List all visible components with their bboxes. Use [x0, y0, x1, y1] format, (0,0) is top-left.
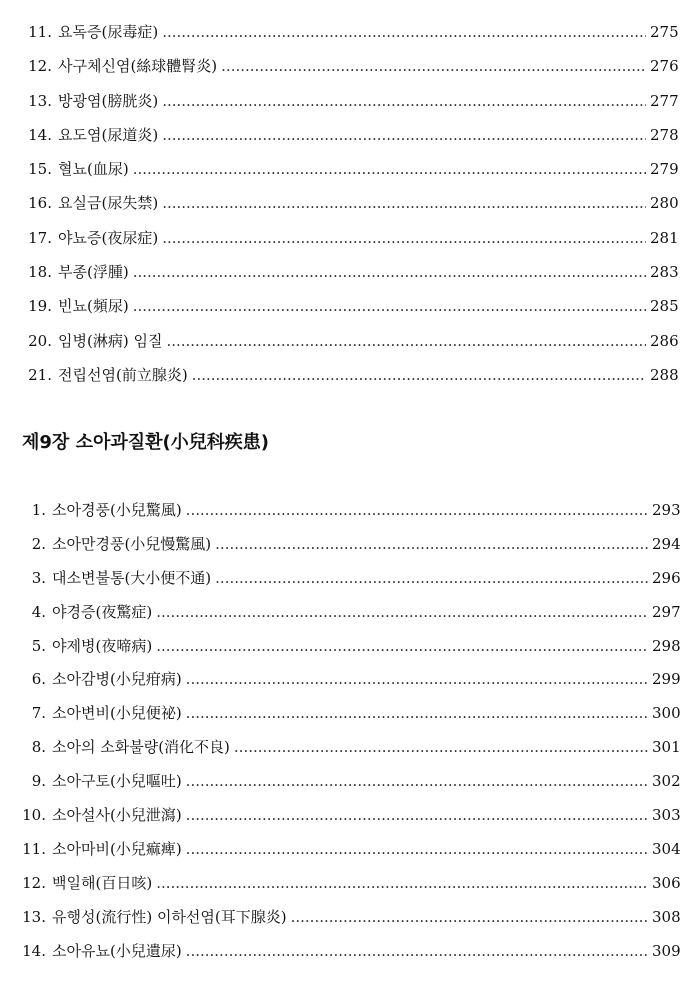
- dot-leader: [162, 84, 646, 118]
- entry-title: 소아감병(小兒疳病): [52, 670, 182, 689]
- entry-number: 12.: [22, 873, 46, 892]
- dot-leader: [192, 358, 646, 392]
- entry-page-number: 286: [650, 331, 679, 350]
- toc-entry: [0, 528, 700, 562]
- toc-entry: [0, 867, 700, 901]
- entry-page-number: 281: [650, 228, 679, 247]
- toc-list-section-a: [0, 15, 700, 392]
- dot-leader: [162, 15, 646, 49]
- entry-number: 20.: [28, 331, 52, 350]
- toc-entry: [0, 663, 700, 697]
- entry-number: 13.: [22, 907, 46, 926]
- entry-page-number: 277: [650, 91, 679, 110]
- entry-page-number: 300: [652, 704, 681, 723]
- dot-leader: [186, 799, 648, 833]
- toc-entry: [0, 630, 700, 664]
- dot-leader: [162, 118, 646, 152]
- entry-page-number: 298: [652, 636, 681, 655]
- dot-leader: [215, 562, 648, 596]
- entry-page-number: 299: [652, 670, 681, 689]
- dot-leader: [221, 49, 646, 83]
- entry-page-number: 288: [650, 365, 679, 384]
- entry-page-number: 306: [652, 873, 681, 892]
- dot-leader: [234, 731, 648, 765]
- entry-title: 소아만경풍(小兒慢驚風): [52, 534, 212, 553]
- entry-number: 12.: [28, 57, 52, 76]
- entry-page-number: 275: [650, 23, 679, 41]
- toc-entry: [0, 186, 700, 220]
- entry-number: 17.: [28, 228, 52, 247]
- entry-number: 2.: [31, 534, 46, 553]
- entry-title: 요실금(尿失禁): [58, 194, 159, 213]
- toc-list-section-b: [0, 494, 700, 968]
- dot-leader: [162, 221, 646, 255]
- entry-page-number: 278: [650, 125, 679, 144]
- dot-leader: [186, 833, 648, 867]
- entry-page-number: 308: [652, 907, 681, 926]
- entry-title: 소아경풍(小兒驚風): [52, 501, 182, 519]
- entry-number: 10.: [22, 806, 46, 825]
- toc-entry: [0, 562, 700, 596]
- entry-title: 야제병(夜啼病): [52, 636, 153, 655]
- dot-leader: [166, 324, 646, 358]
- entry-number: 21.: [28, 365, 52, 384]
- toc-entry: [0, 15, 700, 49]
- entry-page-number: 280: [650, 194, 679, 213]
- entry-number: 8.: [31, 738, 46, 757]
- toc-entry: [0, 494, 700, 528]
- entry-page-number: 309: [652, 941, 681, 960]
- dot-leader: [133, 255, 646, 289]
- toc-entry: [0, 935, 700, 969]
- entry-title: 소아설사(小兒泄瀉): [52, 806, 182, 825]
- toc-entry: [0, 49, 700, 83]
- chapter-heading: 제9장 소아과질환(小兒科疾患): [22, 432, 269, 453]
- entry-page-number: 302: [652, 772, 681, 791]
- dot-leader: [133, 152, 646, 186]
- entry-number: 9.: [31, 772, 46, 791]
- entry-page-number: 279: [650, 160, 679, 179]
- entry-title: 사구체신염(絲球體腎炎): [58, 57, 218, 76]
- entry-title: 소아의 소화불량(消化不良): [52, 738, 230, 757]
- entry-page-number: 304: [652, 839, 681, 858]
- dot-leader: [186, 935, 648, 969]
- entry-page-number: 297: [652, 602, 681, 621]
- toc-entry: [0, 152, 700, 186]
- toc-entry: [0, 765, 700, 799]
- dot-leader: [291, 901, 648, 935]
- toc-entry: [0, 697, 700, 731]
- dot-leader: [156, 596, 648, 630]
- entry-number: 19.: [28, 297, 52, 316]
- toc-entry: [0, 289, 700, 323]
- entry-title: 소아변비(小兒便祕): [52, 704, 182, 723]
- entry-number: 5.: [31, 636, 46, 655]
- entry-page-number: 296: [652, 568, 681, 587]
- dot-leader: [162, 186, 646, 220]
- entry-title: 임병(淋病) 임질: [58, 331, 163, 350]
- dot-leader: [133, 289, 646, 323]
- entry-title: 소아유뇨(小兒遺尿): [52, 941, 182, 960]
- dot-leader: [156, 867, 648, 901]
- entry-title: 소아마비(小兒痲痺): [52, 839, 182, 858]
- entry-number: 13.: [28, 91, 52, 110]
- entry-title: 야뇨증(夜尿症): [58, 228, 159, 247]
- entry-number: 14.: [28, 125, 52, 144]
- dot-leader: [186, 765, 648, 799]
- entry-number: 16.: [28, 194, 52, 213]
- toc-entry: [0, 84, 700, 118]
- toc-entry: [0, 118, 700, 152]
- entry-title: 부종(浮腫): [58, 263, 129, 282]
- entry-number: 3.: [31, 568, 46, 587]
- entry-number: 14.: [22, 941, 46, 960]
- toc-entry: [0, 255, 700, 289]
- entry-title: 방광염(膀胱炎): [58, 91, 159, 110]
- entry-title: 빈뇨(頻尿): [58, 297, 129, 316]
- dot-leader: [186, 494, 648, 528]
- entry-number: 1.: [31, 501, 46, 519]
- toc-entry: [0, 731, 700, 765]
- entry-title: 요도염(尿道炎): [58, 125, 159, 144]
- entry-title: 요독증(尿毒症): [58, 23, 159, 41]
- toc-entry: [0, 833, 700, 867]
- entry-title: 야경증(夜驚症): [52, 602, 153, 621]
- entry-number: 11.: [22, 839, 46, 858]
- entry-title: 대소변불통(大小便不通): [52, 568, 212, 587]
- entry-page-number: 285: [650, 297, 679, 316]
- entry-page-number: 303: [652, 806, 681, 825]
- dot-leader: [186, 663, 648, 697]
- dot-leader: [186, 697, 648, 731]
- entry-title: 혈뇨(血尿): [58, 160, 129, 179]
- entry-title: 백일해(百日咳): [52, 873, 153, 892]
- dot-leader: [215, 528, 648, 562]
- toc-entry: [0, 358, 700, 392]
- toc-entry: [0, 596, 700, 630]
- entry-number: 7.: [31, 704, 46, 723]
- entry-number: 15.: [28, 160, 52, 179]
- entry-title: 소아구토(小兒嘔吐): [52, 772, 182, 791]
- entry-page-number: 276: [650, 57, 679, 76]
- entry-page-number: 283: [650, 263, 679, 282]
- entry-title: 전립선염(前立腺炎): [58, 365, 188, 384]
- entry-number: 18.: [28, 263, 52, 282]
- entry-title: 유행성(流行性) 이하선염(耳下腺炎): [52, 907, 287, 926]
- entry-number: 4.: [31, 602, 46, 621]
- toc-entry: [0, 221, 700, 255]
- toc-entry: [0, 799, 700, 833]
- toc-entry: [0, 901, 700, 935]
- entry-number: 6.: [31, 670, 46, 689]
- entry-number: 11.: [28, 23, 52, 41]
- entry-page-number: 293: [652, 501, 681, 519]
- entry-page-number: 294: [652, 534, 681, 553]
- dot-leader: [156, 630, 648, 664]
- entry-page-number: 301: [652, 738, 681, 757]
- toc-entry: [0, 324, 700, 358]
